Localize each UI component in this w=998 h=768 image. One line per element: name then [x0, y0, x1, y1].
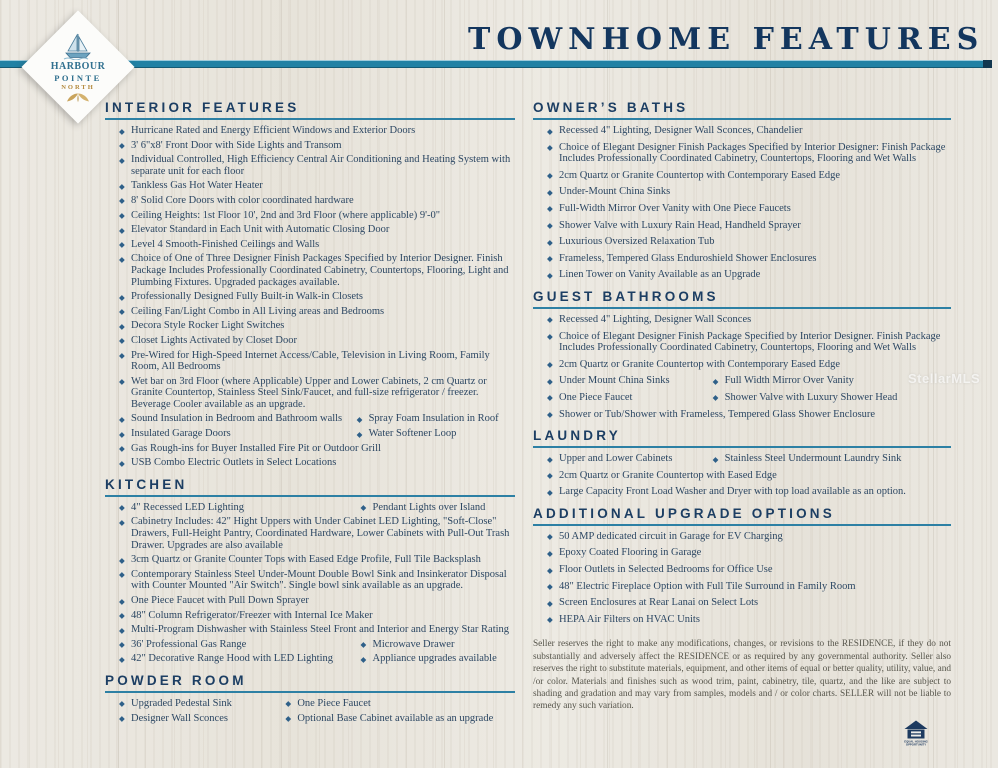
- feature-text: Luxurious Oversized Relaxation Tub: [559, 236, 715, 248]
- feature-text: Choice of Elegant Designer Finish Packages Specified by Interior Designer: Finish Package Includes Professionally Coordinated Cabinetry, Countertops, Flooring and Wet Walls: [559, 141, 946, 165]
- feature-item: [119, 210, 515, 222]
- diamond-bullet-icon: ◆: [356, 429, 363, 439]
- feature-item: [547, 170, 951, 182]
- feature-text: 48" Column Refrigerator/Freezer with Internal Ice Maker: [131, 609, 373, 621]
- feature-item: [119, 610, 515, 622]
- feature-text: 50 AMP dedicated circuit in Garage for EV Charging: [559, 530, 783, 542]
- feature-text: Multi-Program Dishwasher with Stainless Steel Front and Interior and Energy Star Rating: [131, 624, 510, 636]
- feature-list: [533, 453, 951, 498]
- section-heading-owners-baths: OWNER’S BATHS: [533, 100, 951, 120]
- diamond-bullet-icon: ◆: [119, 254, 125, 264]
- feature-text: Individual Controlled, High Efficiency Central Air Conditioning and Heating System with separate unit for each floor: [131, 154, 511, 177]
- feature-item: [361, 502, 515, 514]
- feature-text: Under-Mount China Sinks: [559, 186, 671, 198]
- feature-text: Appliance upgrades available: [372, 653, 497, 665]
- diamond-bullet-icon: ◆: [119, 351, 125, 360]
- feature-item: [119, 350, 515, 373]
- feature-text: Shower Valve with Luxury Shower Head: [724, 391, 898, 403]
- diamond-bullet-icon: ◆: [119, 336, 125, 346]
- disclaimer-text: Seller reserves the right to make any modifications, changes, or revisions to the RESIDENCE, if they do not substantially and adversely affect the RESIDENCE or as required by any governmental authority. Seller also reserves the right to substitute materials, equipment, and other items of equal or better quality, utility, value, and /or color. Materials and finishes such as wood trim, paint, cabinetry, tile, quartz, and the like are subject to shading and gradation and may vary from samples, models and / or color charts. SELLER will not be liable to remedy any such variation.: [533, 639, 951, 712]
- feature-item: [119, 554, 515, 566]
- diamond-bullet-icon: ◆: [547, 548, 553, 558]
- feature-item: [119, 443, 515, 455]
- feature-item: [547, 597, 951, 609]
- feature-item: [119, 639, 361, 651]
- feature-item: [547, 236, 951, 248]
- feature-item: [547, 564, 951, 576]
- diamond-bullet-icon: ◆: [547, 410, 553, 419]
- diamond-bullet-icon: ◆: [356, 414, 363, 424]
- feature-item: [547, 375, 713, 387]
- section-kitchen: [105, 477, 515, 665]
- diamond-bullet-icon: ◆: [119, 321, 125, 331]
- page-title: TOWNHOME FEATURES: [468, 22, 985, 57]
- feature-text: Large Capacity Front Load Washer and Dryer with top load available as an option.: [559, 486, 906, 498]
- feature-text: One Piece Faucet with Pull Down Sprayer: [131, 595, 309, 606]
- diamond-bullet-icon: ◆: [119, 211, 125, 221]
- feature-row-pair: [119, 428, 515, 440]
- feature-text: USB Combo Electric Outlets in Select Locations: [131, 457, 337, 469]
- diamond-bullet-icon: ◆: [547, 565, 553, 575]
- feature-item: [119, 569, 515, 592]
- feature-item: [547, 392, 713, 404]
- feature-item: [119, 698, 285, 710]
- diamond-bullet-icon: ◆: [547, 360, 553, 370]
- feature-item: [713, 453, 951, 465]
- left-column: [105, 100, 515, 727]
- feature-list: [105, 502, 515, 665]
- palm-flourish-icon: [64, 92, 92, 103]
- feature-item: [547, 220, 951, 232]
- feature-item: [119, 413, 357, 425]
- left-column-sections: [105, 100, 515, 724]
- feature-text: Upper and Lower Cabinets: [559, 453, 673, 465]
- feature-item: [119, 253, 515, 288]
- feature-text: 4" Recessed LED Lighting: [131, 501, 245, 513]
- feature-item: [119, 713, 285, 725]
- feature-text: Optional Base Cabinet available as an upgrade: [297, 712, 494, 724]
- diamond-bullet-icon: ◆: [547, 532, 553, 542]
- section-owners-baths: [533, 100, 951, 281]
- feature-row-pair: [547, 375, 951, 387]
- diamond-bullet-icon: ◆: [119, 503, 125, 513]
- feature-text: Spray Foam Insulation in Roof: [368, 413, 499, 425]
- eho-house-body: [908, 730, 925, 739]
- feature-item: [119, 376, 515, 411]
- feature-text: 42" Decorative Range Hood with LED Lighting: [131, 653, 333, 665]
- feature-list: [533, 314, 951, 420]
- feature-row-pair: [547, 453, 951, 465]
- diamond-bullet-icon: ◆: [119, 596, 125, 606]
- diamond-bullet-icon: ◆: [547, 126, 553, 136]
- diamond-bullet-icon: ◆: [119, 570, 125, 580]
- diamond-bullet-icon: ◆: [547, 615, 553, 625]
- feature-item: [285, 713, 515, 725]
- feature-item: [119, 457, 515, 469]
- diamond-bullet-icon: ◆: [547, 171, 553, 181]
- diamond-bullet-icon: ◆: [119, 126, 125, 136]
- feature-text: 36' Professional Gas Range: [131, 638, 247, 650]
- diamond-bullet-icon: ◆: [119, 625, 125, 635]
- feature-row-pair: [547, 392, 951, 404]
- feature-item: [119, 595, 515, 607]
- diamond-bullet-icon: ◆: [360, 654, 367, 664]
- right-column: [533, 100, 951, 713]
- feature-item: [547, 269, 951, 281]
- feature-item: [547, 531, 951, 543]
- section-heading-laundry: LAUNDRY: [533, 428, 951, 448]
- feature-item: [119, 125, 515, 137]
- feature-text: Designer Wall Sconces: [131, 712, 228, 724]
- feature-text: Recessed 4" Lighting, Designer Wall Sconces, Chandelier: [559, 125, 803, 136]
- diamond-bullet-icon: ◆: [285, 699, 292, 709]
- feature-item: [713, 392, 951, 404]
- feature-text: One Piece Faucet: [559, 391, 633, 403]
- feature-row-pair: [119, 698, 515, 710]
- feature-text: Microwave Drawer: [372, 638, 455, 650]
- feature-item: [547, 614, 951, 626]
- feature-text: Elevator Standard in Each Unit with Automatic Closing Door: [131, 224, 390, 236]
- feature-text: Full Width Mirror Over Vanity: [724, 375, 854, 387]
- feature-item: [119, 291, 515, 303]
- feature-item: [119, 306, 515, 318]
- diamond-bullet-icon: ◆: [547, 270, 553, 280]
- feature-text: Linen Tower on Vanity Available as an Upgrade: [559, 269, 761, 281]
- feature-item: [119, 320, 515, 332]
- diamond-bullet-icon: ◆: [547, 471, 553, 481]
- feature-item: [547, 547, 951, 559]
- diamond-bullet-icon: ◆: [712, 454, 719, 464]
- diamond-bullet-icon: ◆: [712, 393, 719, 403]
- section-heading-guest-bathrooms: GUEST BATHROOMS: [533, 289, 951, 309]
- section-powder-room: [105, 673, 515, 724]
- diamond-bullet-icon: ◆: [360, 503, 367, 513]
- section-additional-upgrade-options: [533, 506, 951, 626]
- feature-text: Closet Lights Activated by Closet Door: [131, 334, 297, 346]
- feature-item: [119, 239, 515, 251]
- feature-row-pair: [119, 502, 515, 514]
- feature-list: [105, 125, 515, 469]
- diamond-bullet-icon: ◆: [119, 654, 125, 664]
- feature-text: 2cm Quartz or Granite Countertop with Contemporary Eased Edge: [559, 358, 841, 370]
- diamond-bullet-icon: ◆: [712, 376, 719, 386]
- feature-item: [547, 253, 951, 265]
- feature-item: [119, 624, 515, 636]
- diamond-bullet-icon: ◆: [547, 598, 553, 608]
- diamond-bullet-icon: ◆: [119, 429, 125, 439]
- section-heading-additional-upgrade-options: ADDITIONAL UPGRADE OPTIONS: [533, 506, 951, 526]
- feature-list: [105, 698, 515, 724]
- diamond-bullet-icon: ◆: [119, 458, 125, 468]
- sailboat-icon: [61, 32, 95, 60]
- feature-text: Pre-Wired for High-Speed Internet Access/Cable, Television in Living Room, Family Room, All Bedrooms: [131, 349, 490, 373]
- diamond-bullet-icon: ◆: [119, 377, 125, 387]
- feature-text: Epoxy Coated Flooring in Garage: [559, 547, 702, 559]
- feature-item: [119, 516, 515, 551]
- feature-text: Tankless Gas Hot Water Heater: [131, 180, 263, 192]
- feature-text: Gas Rough-ins for Buyer Installed Fire Pit or Outdoor Grill: [131, 442, 381, 454]
- feature-text: Full-Width Mirror Over Vanity with One Piece Faucets: [559, 202, 791, 214]
- feature-text: 8' Solid Core Doors with color coordinated hardware: [131, 194, 354, 206]
- diamond-bullet-icon: ◆: [547, 393, 553, 403]
- feature-text: Sound Insulation in Bedroom and Bathroom walls: [131, 413, 343, 425]
- diamond-bullet-icon: ◆: [547, 582, 553, 592]
- section-heading-kitchen: KITCHEN: [105, 477, 515, 497]
- feature-text: Floor Outlets in Selected Bedrooms for Office Use: [559, 564, 773, 576]
- diamond-bullet-icon: ◆: [119, 714, 125, 724]
- diamond-bullet-icon: ◆: [547, 143, 553, 153]
- diamond-bullet-icon: ◆: [547, 204, 553, 214]
- logo-text-harbour: HARBOUR: [50, 60, 106, 72]
- equal-housing-opportunity-logo: [903, 719, 929, 747]
- feature-item: [361, 639, 515, 651]
- feature-item: [547, 186, 951, 198]
- diamond-bullet-icon: ◆: [547, 487, 553, 497]
- logo-text-pointe: POINTE: [54, 72, 102, 83]
- diamond-bullet-icon: ◆: [547, 187, 553, 197]
- diamond-bullet-icon: ◆: [119, 181, 125, 191]
- feature-text: 48" Electric Fireplace Option with Full Tile Surround in Family Room: [559, 580, 856, 592]
- feature-item: [119, 502, 361, 514]
- feature-item: [119, 428, 357, 440]
- diamond-bullet-icon: ◆: [119, 555, 125, 565]
- feature-item: [285, 698, 515, 710]
- diamond-bullet-icon: ◆: [547, 254, 553, 264]
- feature-text: Contemporary Stainless Steel Under-Mount Double Bowl Sink and Insinkerator Disposal with Counter Mounted "Air Switch". Single bowl sink available as an upgrade.: [131, 568, 507, 592]
- feature-text: Choice of One of Three Designer Finish Packages Specified by Interior Designer. Finish Package Includes Professionally Coordinated Cabinetry, Countertops, Flooring, Light and Plumbing Fixtures. Upgraded packages available.: [131, 253, 509, 288]
- feature-item: [547, 486, 951, 498]
- feature-text: 2cm Quartz or Granite Countertop with Contemporary Eased Edge: [559, 169, 841, 181]
- feature-item: [547, 125, 951, 137]
- feature-item: [547, 203, 951, 215]
- feature-text: Level 4 Smooth-Finished Ceilings and Walls: [131, 238, 320, 250]
- feature-item: [119, 140, 515, 152]
- feature-item: [547, 142, 951, 165]
- feature-text: Under Mount China Sinks: [559, 375, 670, 387]
- diamond-bullet-icon: ◆: [547, 454, 553, 464]
- feature-text: HEPA Air Filters on HVAC Units: [559, 613, 700, 625]
- feature-text: Shower or Tub/Shower with Frameless, Tempered Glass Shower Enclosure: [559, 408, 876, 420]
- diamond-bullet-icon: ◆: [547, 237, 553, 247]
- section-guest-bathrooms: [533, 289, 951, 420]
- title-underline-rule: [0, 60, 991, 68]
- feature-text: 3' 6"x8' Front Door with Side Lights and Transom: [131, 139, 342, 151]
- feature-item: [357, 428, 515, 440]
- diamond-bullet-icon: ◆: [119, 611, 125, 621]
- diamond-bullet-icon: ◆: [119, 292, 125, 302]
- feature-text: Water Softener Loop: [368, 428, 457, 440]
- feature-text: Cabinetry Includes: 42" Hight Uppers with Under Cabinet LED Lighting, "Soft-Close" Drawers, Full-Height Pantry, Coordinated Hardware, Lower Cabinets with Pull-Out Trash Drawer. Upgrades are also available: [131, 516, 510, 551]
- diamond-bullet-icon: ◆: [119, 414, 125, 424]
- feature-item: [547, 409, 951, 421]
- feature-text: One Piece Faucet: [297, 697, 371, 709]
- feature-text: Ceiling Fan/Light Combo in All Living areas and Bedrooms: [131, 305, 385, 317]
- feature-row-pair: [119, 639, 515, 651]
- feature-text: Pendant Lights over Island: [372, 501, 486, 513]
- feature-row-pair: [119, 413, 515, 425]
- diamond-bullet-icon: ◆: [547, 221, 553, 231]
- diamond-bullet-icon: ◆: [119, 196, 125, 206]
- harbour-pointe-north-logo: [16, 6, 140, 128]
- feature-item: [547, 331, 951, 354]
- section-heading-interior-features: INTERIOR FEATURES: [105, 100, 515, 120]
- feature-item: [119, 195, 515, 207]
- feature-list: [533, 531, 951, 626]
- diamond-bullet-icon: ◆: [119, 699, 125, 709]
- diamond-bullet-icon: ◆: [119, 307, 125, 317]
- eho-roof: [905, 721, 928, 730]
- feature-list: [533, 125, 951, 281]
- eho-text-line2: OPPORTUNITY: [905, 742, 927, 747]
- feature-text: Professionally Designed Fully Built-in Walk-in Closets: [131, 291, 363, 303]
- logo-text-north: NORTH: [61, 83, 95, 91]
- section-interior-features: [105, 100, 515, 469]
- feature-item: [361, 653, 515, 665]
- eho-equal-bar-bottom: [911, 735, 921, 737]
- diamond-bullet-icon: ◆: [547, 315, 553, 325]
- feature-text: Upgraded Pedestal Sink: [131, 697, 232, 709]
- diamond-bullet-icon: ◆: [119, 240, 125, 250]
- stellar-mls-watermark: StellarMLS: [908, 371, 981, 386]
- section-heading-powder-room: POWDER ROOM: [105, 673, 515, 693]
- feature-item: [119, 154, 515, 177]
- feature-item: [547, 470, 951, 482]
- diamond-bullet-icon: ◆: [547, 376, 553, 386]
- diamond-bullet-icon: ◆: [119, 141, 125, 151]
- feature-item: [119, 180, 515, 192]
- feature-item: [547, 581, 951, 593]
- feature-row-pair: [119, 653, 515, 665]
- diamond-bullet-icon: ◆: [119, 640, 125, 650]
- diamond-bullet-icon: ◆: [547, 332, 553, 342]
- eho-equal-bar-top: [911, 731, 921, 733]
- feature-text: Hurricane Rated and Energy Efficient Windows and Exterior Doors: [131, 125, 416, 136]
- feature-text: Shower Valve with Luxury Rain Head, Handheld Sprayer: [559, 219, 801, 231]
- eho-text-line1: EQUAL HOUSING: [904, 739, 928, 744]
- right-column-sections: [533, 100, 951, 625]
- feature-item: [547, 359, 951, 371]
- diamond-bullet-icon: ◆: [119, 155, 125, 165]
- diamond-bullet-icon: ◆: [119, 517, 125, 527]
- feature-item: [119, 224, 515, 236]
- feature-item: [547, 314, 951, 326]
- diamond-bullet-icon: ◆: [360, 640, 367, 650]
- section-laundry: [533, 428, 951, 498]
- feature-text: 3cm Quartz or Granite Counter Tops with Eased Edge Profile, Full Tile Backsplash: [131, 554, 481, 566]
- diamond-bullet-icon: ◆: [119, 444, 125, 454]
- diamond-bullet-icon: ◆: [119, 225, 125, 235]
- feature-item: [119, 335, 515, 347]
- feature-text: Frameless, Tempered Glass Enduroshield Shower Enclosures: [559, 252, 817, 264]
- feature-item: [119, 653, 361, 665]
- logo-content: [16, 6, 140, 128]
- feature-text: Ceiling Heights: 1st Floor 10', 2nd and 3rd Floor (where applicable) 9'-0": [131, 209, 441, 221]
- feature-text: Insulated Garage Doors: [131, 428, 231, 440]
- feature-item: [547, 453, 713, 465]
- feature-item: [357, 413, 515, 425]
- feature-text: 2cm Quartz or Granite Countertop with Eased Edge: [559, 469, 777, 481]
- feature-text: Wet bar on 3rd Floor (where Applicable) Upper and Lower Cabinets, 2 cm Quartz or Granite Countertop, Stainless Steel Sink/Faucet, and full-size refrigerator / freezer. Beverage Cooler available as an upgrade.: [131, 375, 487, 410]
- feature-text: Recessed 4" Lighting, Designer Wall Sconces: [559, 313, 752, 325]
- feature-row-pair: [119, 713, 515, 725]
- feature-text: Choice of Elegant Designer Finish Package Specified by Interior Designer. Finish Package Includes Professionally Coordinated Cabinetry, Countertops, Flooring and Wet Walls: [559, 330, 941, 354]
- feature-text: Screen Enclosures at Rear Lanai on Select Lots: [559, 597, 759, 609]
- diamond-bullet-icon: ◆: [285, 714, 292, 724]
- feature-text: Stainless Steel Undermount Laundry Sink: [724, 453, 902, 465]
- feature-text: Decora Style Rocker Light Switches: [131, 320, 285, 332]
